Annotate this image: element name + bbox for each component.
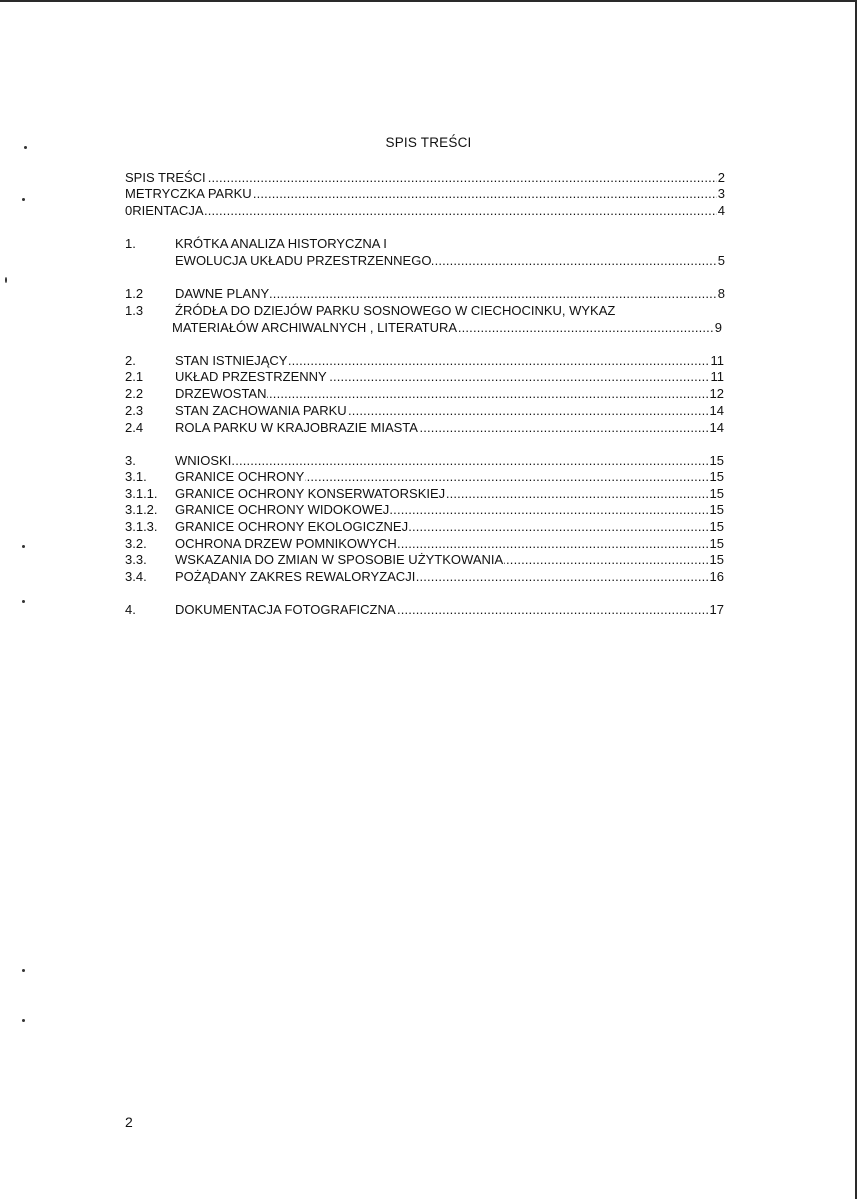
toc-entry-4 [175,602,724,618]
toc-entry-title: WSKAZANIA DO ZMIAN W SPOSOBIE UŻYTKOWANIA [175,552,504,567]
dot-leader [125,203,725,219]
scan-speck [24,146,27,149]
toc-entry-number: 3.1.1. [125,486,158,501]
toc-entry-sec1 [175,253,725,269]
toc-entry-page: 15 [709,502,724,517]
scan-speck [22,969,25,972]
toc-entry-3-3 [175,552,724,568]
toc-entry-metryczka [125,186,725,202]
toc-entry-title: OCHRONA DRZEW POMNIKOWYCH [175,536,397,551]
toc-entry-page: 11 [710,353,724,368]
toc-entry-page: 15 [709,552,724,567]
toc-entry-3-4 [175,569,724,585]
toc-entry-title: GRANICE OCHRONY [175,469,305,484]
toc-entry-number: 2.4 [125,420,144,435]
toc-entry-1-3 [172,320,722,336]
toc-entry-number: 3.3. [125,552,147,567]
toc-entry-title: DRZEWOSTAN [175,386,267,401]
toc-entry-page: 15 [709,453,724,468]
toc-entry-title: UKŁAD PRZESTRZENNY [175,369,327,384]
toc-entry-1-2 [175,286,725,302]
toc-entry-page: 4 [717,203,725,218]
toc-entry-2-3 [175,403,724,419]
toc-entry-spis-tresci [125,170,725,186]
toc-entry-page: 15 [709,486,724,501]
toc-title: SPIS TREŚCI [385,135,472,150]
toc-entry-title-line1: ŹRÓDŁA DO DZIEJÓW PARKU SOSNOWEGO W CIECHOCINKU, WYKAZ [175,303,616,318]
toc-entry-number: 3.4. [125,569,147,584]
dot-leader [125,170,725,186]
toc-entry-page: 9 [714,320,722,335]
toc-entry-title: STAN ISTNIEJĄCY [175,353,288,368]
toc-entry-page: 15 [709,536,724,551]
toc-entry-page: 17 [709,602,724,617]
toc-entry-number: 3.2. [125,536,147,551]
toc-entry-page: 11 [710,369,724,384]
toc-entry-title: STAN ZACHOWANIA PARKU [175,403,347,418]
scan-speck [22,600,25,603]
toc-entry-page: 15 [709,519,724,534]
toc-entry-title: 0RIENTACJA [125,203,204,218]
toc-entry-3-2 [175,536,724,552]
toc-entry-orientacja [125,203,725,219]
toc-entry-title: GRANICE OCHRONY WIDOKOWEJ [175,502,390,517]
toc-entry-page: 5 [717,253,725,268]
toc-entry-2-4 [175,420,724,436]
toc-entry-title: DOKUMENTACJA FOTOGRAFICZNA [175,602,396,617]
toc-entry-title: GRANICE OCHRONY KONSERWATORSKIEJ [175,486,446,501]
page-number: 2 [125,1114,133,1130]
toc-entry-page: 8 [717,286,725,301]
toc-entry-title: METRYCZKA PARKU [125,186,252,201]
toc-entry-title: EWOLUCJA UKŁADU PRZESTRZENNEGO [175,253,432,268]
toc-entry-title: POŻĄDANY ZAKRES REWALORYZACJI [175,569,416,584]
toc-entry-page: 14 [709,420,724,435]
toc-entry-number: 3.1. [125,469,147,484]
toc-entry-3-1-2 [175,502,724,518]
scan-speck [5,277,7,283]
toc-entry-page: 2 [717,170,725,185]
toc-entry-2 [175,353,724,369]
dot-leader [175,453,724,469]
scan-speck [22,1019,25,1022]
toc-entry-2-1 [175,369,724,385]
toc-entry-number: 1. [125,236,136,251]
toc-entry-title: DAWNE PLANY [175,286,270,301]
toc-entry-title: ROLA PARKU W KRAJOBRAZIE MIASTA [175,420,418,435]
toc-entry-2-2 [175,386,724,402]
toc-entry-number: 1.2 [125,286,144,301]
toc-entry-title: WNIOSKI [175,453,232,468]
toc-entry-3-1-1 [175,486,724,502]
toc-entry-page: 16 [709,569,724,584]
toc-entry-number: 2.2 [125,386,144,401]
toc-entry-number: 3. [125,453,136,468]
toc-entry-number: 2.3 [125,403,144,418]
toc-entry-number: 4. [125,602,136,617]
toc-entry-title: SPIS TREŚCI [125,170,206,185]
toc-entry-3-1-3 [175,519,724,535]
toc-entry-3 [175,453,724,469]
toc-entry-page: 15 [709,469,724,484]
toc-entry-number: 3.1.2. [125,502,158,517]
scan-speck [22,545,25,548]
scan-speck [22,198,25,201]
toc-entry-page: 14 [709,403,724,418]
toc-entry-page: 12 [709,386,724,401]
toc-entry-title: MATERIAŁÓW ARCHIWALNYCH , LITERATURA [172,320,458,335]
toc-entry-number: 2.1 [125,369,144,384]
toc-entry-number: 2. [125,353,136,368]
toc-entry-number: 1.3 [125,303,144,318]
toc-entry-3-1 [175,469,724,485]
toc-entry-number: 3.1.3. [125,519,158,534]
toc-entry-title: GRANICE OCHRONY EKOLOGICZNEJ [175,519,409,534]
toc-entry-title-line1: KRÓTKA ANALIZA HISTORYCZNA I [175,236,387,251]
toc-entry-page: 3 [717,186,725,201]
